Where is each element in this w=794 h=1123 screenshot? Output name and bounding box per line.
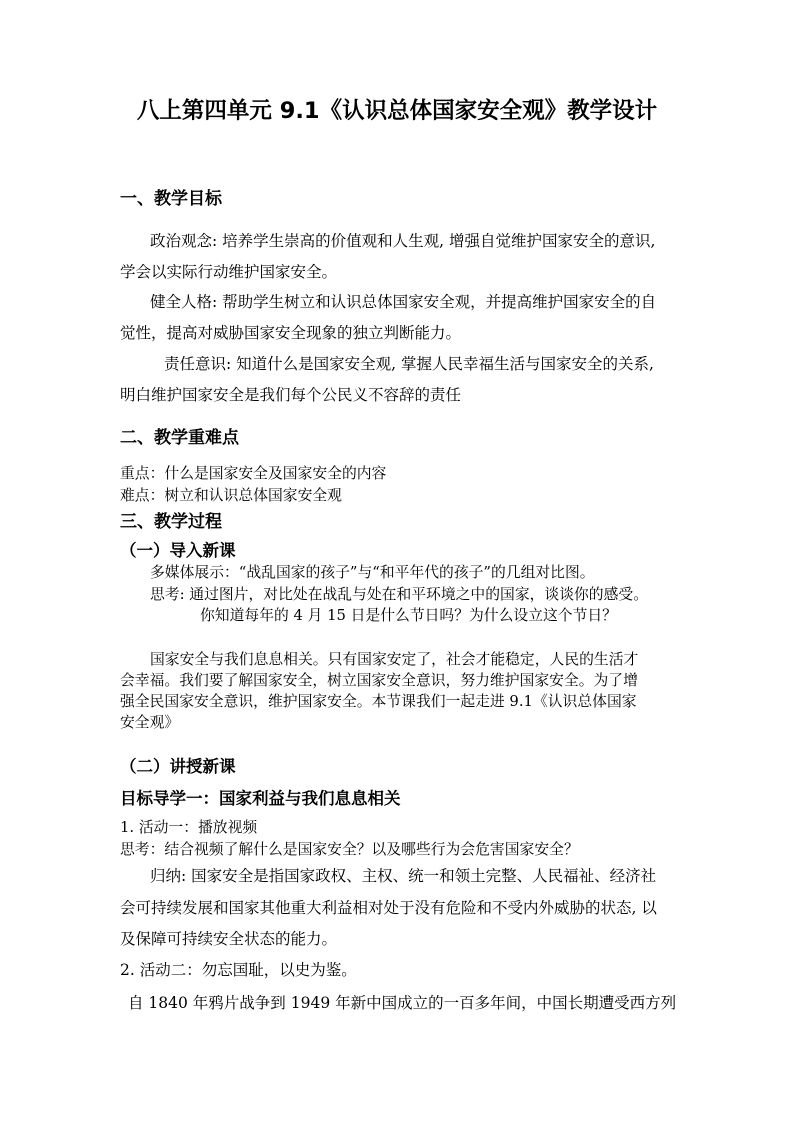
- paragraph-line: 责任意识: 知道什么是国家安全观, 掌握人民幸福生活与国家安全的关系,: [164, 355, 654, 373]
- paragraph-line: 归纳: 国家安全是指国家政权、主权、统一和领土完整、人民福祉、经济社: [150, 867, 657, 885]
- paragraph-line: 健全人格: 帮助学生树立和认识总体国家安全观，并提高维护国家安全的自: [150, 293, 657, 311]
- paragraph-line: 多媒体展示：“战乱国家的孩子”与“和平年代的孩子”的几组对比图。: [150, 564, 595, 581]
- paragraph-line: 觉性，提高对威胁国家安全现象的独立判断能力。: [120, 324, 462, 342]
- paragraph-line: 学会以实际行动维护国家安全。: [120, 263, 338, 281]
- paragraph-line: 及保障可持续安全状态的能力。: [120, 930, 338, 948]
- paragraph-line: 思考：结合视频了解什么是国家安全？以及哪些行为会危害国家安全？: [120, 841, 579, 858]
- subsection-heading-teaching: （二）讲授新课: [120, 757, 236, 776]
- section-heading-objectives: 一、教学目标: [120, 189, 222, 209]
- paragraph-line: 安全观》: [120, 714, 180, 731]
- paragraph-line: 会可持续发展和国家其他重大利益相对处于没有危险和不受内外威胁的状态, 以: [120, 899, 657, 917]
- subsection-heading-intro: （一）导入新课: [120, 541, 236, 560]
- difficult-point-line: 难点：树立和认识总体国家安全观: [120, 487, 342, 504]
- section-heading-process: 三、教学过程: [120, 512, 222, 532]
- paragraph-line: 自 1840 年鸦片战争到 1949 年新中国成立的一百多年间，中国长期遭受西方列: [128, 994, 677, 1012]
- activity-line: 1. 活动一：播放视频: [120, 819, 258, 836]
- paragraph-line: 强全民国家安全意识，维护国家安全。本节课我们一起走进 9.1《认识总体国家: [120, 693, 637, 710]
- paragraph-line: 明白维护国家安全是我们每个公民义不容辞的责任: [120, 386, 462, 404]
- section-heading-key-points: 二、教学重难点: [120, 428, 239, 448]
- activity-line: 2. 活动二：勿忘国耻，以史为鉴。: [120, 961, 357, 979]
- paragraph-line: 会幸福。我们要了解国家安全，树立国家安全意识，努力维护国家安全。为了增: [120, 672, 638, 689]
- key-point-line: 重点：什么是国家安全及国家安全的内容: [120, 465, 387, 482]
- paragraph-line: 政治观念: 培养学生崇高的价值观和人生观, 增强自觉维护国家安全的意识,: [150, 232, 656, 250]
- document-title: 八上第四单元 9.1《认识总体国家安全观》教学设计: [136, 98, 658, 124]
- paragraph-line: 思考: 通过图片，对比处在战乱与处在和平环境之中的国家，谈谈你的感受。: [150, 586, 648, 603]
- goal-heading: 目标导学一：国家利益与我们息息相关: [120, 789, 401, 808]
- paragraph-line: 国家安全与我们息息相关。只有国家安定了，社会才能稳定，人民的生活才: [150, 651, 639, 668]
- paragraph-line: 你知道每年的 4 月 15 日是什么节日吗？为什么设立这个节日？: [200, 607, 617, 624]
